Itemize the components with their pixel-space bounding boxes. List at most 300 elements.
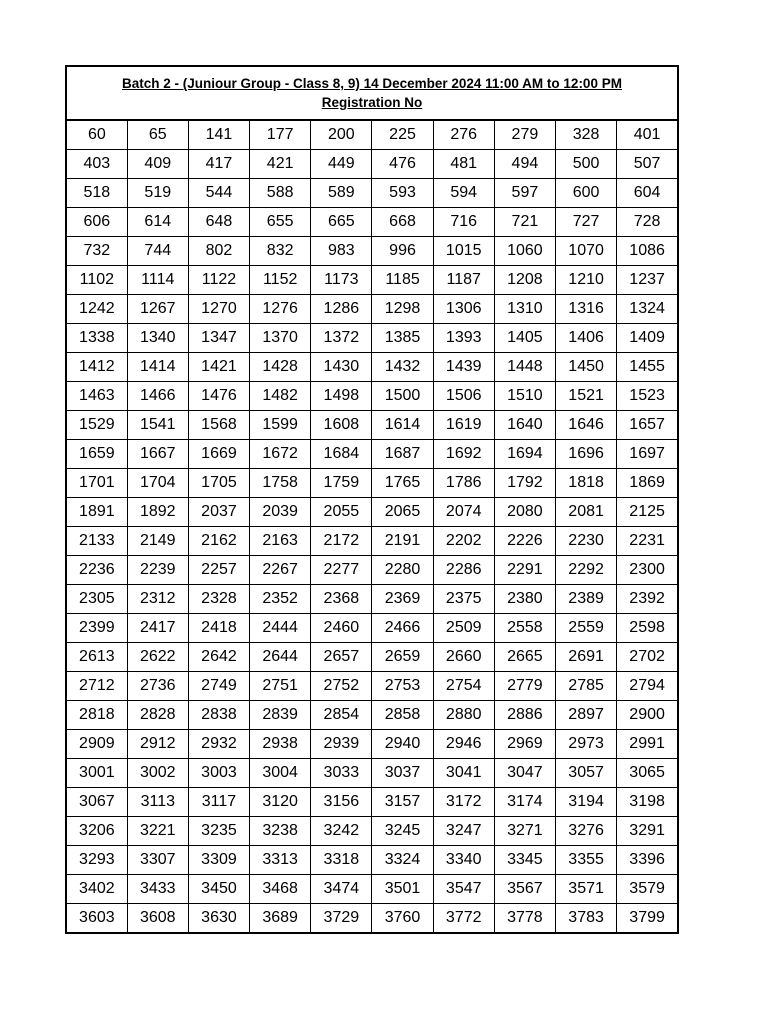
registration-number-cell: 3117	[188, 788, 249, 817]
table-row	[66, 120, 678, 150]
registration-number-cell: 3474	[311, 875, 372, 904]
registration-number-cell: 2657	[311, 643, 372, 672]
registration-number-cell: 494	[494, 150, 555, 179]
registration-number-cell: 1187	[433, 266, 494, 295]
registration-number-cell: 1340	[127, 324, 188, 353]
registration-heading: Registration No	[321, 95, 423, 110]
registration-number-cell: 728	[617, 208, 678, 237]
registration-number-cell: 3450	[188, 875, 249, 904]
registration-number-cell: 421	[250, 150, 311, 179]
registration-number-cell: 3608	[127, 904, 188, 934]
registration-number-cell: 721	[494, 208, 555, 237]
registration-number-cell: 1406	[556, 324, 617, 353]
registration-number-cell: 2291	[494, 556, 555, 585]
registration-number-cell: 3120	[250, 788, 311, 817]
registration-number-cell: 668	[372, 208, 433, 237]
registration-number-cell: 1701	[66, 469, 127, 498]
registration-number-cell: 2702	[617, 643, 678, 672]
registration-number-cell: 519	[127, 179, 188, 208]
registration-number-cell: 3001	[66, 759, 127, 788]
registration-number-cell: 2444	[250, 614, 311, 643]
registration-number-cell: 2912	[127, 730, 188, 759]
registration-number-cell: 3157	[372, 788, 433, 817]
registration-number-cell: 1270	[188, 295, 249, 324]
registration-number-cell: 1428	[250, 353, 311, 382]
registration-number-cell: 1657	[617, 411, 678, 440]
table-row	[66, 208, 678, 237]
registration-number-cell: 1432	[372, 353, 433, 382]
registration-number-cell: 1694	[494, 440, 555, 469]
registration-number-cell: 1667	[127, 440, 188, 469]
registration-number-cell: 3579	[617, 875, 678, 904]
registration-number-cell: 1324	[617, 295, 678, 324]
registration-number-cell: 2900	[617, 701, 678, 730]
registration-number-cell: 1448	[494, 353, 555, 382]
registration-number-cell: 1276	[250, 295, 311, 324]
table-row	[66, 469, 678, 498]
registration-number-cell: 2286	[433, 556, 494, 585]
registration-number-cell: 1608	[311, 411, 372, 440]
registration-number-cell: 2509	[433, 614, 494, 643]
registration-number-cell: 1476	[188, 382, 249, 411]
table-row	[66, 904, 678, 934]
registration-number-cell: 3271	[494, 817, 555, 846]
registration-number-cell: 2231	[617, 527, 678, 556]
registration-number-cell: 3156	[311, 788, 372, 817]
registration-number-cell: 3547	[433, 875, 494, 904]
registration-number-cell: 403	[66, 150, 127, 179]
registration-number-cell: 2794	[617, 672, 678, 701]
registration-number-cell: 2946	[433, 730, 494, 759]
registration-number-cell: 1385	[372, 324, 433, 353]
table-row	[66, 411, 678, 440]
registration-number-cell: 1152	[250, 266, 311, 295]
registration-number-cell: 1450	[556, 353, 617, 382]
registration-number-cell: 276	[433, 120, 494, 150]
registration-number-cell: 3002	[127, 759, 188, 788]
registration-number-cell: 1347	[188, 324, 249, 353]
registration-number-cell: 2659	[372, 643, 433, 672]
registration-number-cell: 2736	[127, 672, 188, 701]
registration-number-cell: 2280	[372, 556, 433, 585]
registration-number-cell: 3198	[617, 788, 678, 817]
registration-table	[65, 65, 679, 934]
registration-number-cell: 2257	[188, 556, 249, 585]
registration-number-cell: 2149	[127, 527, 188, 556]
registration-number-cell: 3783	[556, 904, 617, 934]
registration-number-cell: 3041	[433, 759, 494, 788]
registration-number-cell: 3571	[556, 875, 617, 904]
registration-number-cell: 614	[127, 208, 188, 237]
registration-number-cell: 1482	[250, 382, 311, 411]
table-row	[66, 382, 678, 411]
registration-number-cell: 3345	[494, 846, 555, 875]
registration-number-cell: 2380	[494, 585, 555, 614]
registration-number-cell: 1646	[556, 411, 617, 440]
registration-number-cell: 2818	[66, 701, 127, 730]
registration-number-cell: 1892	[127, 498, 188, 527]
registration-number-cell: 2558	[494, 614, 555, 643]
registration-number-cell: 665	[311, 208, 372, 237]
registration-number-cell: 2886	[494, 701, 555, 730]
registration-number-cell: 1614	[372, 411, 433, 440]
registration-number-cell: 2938	[250, 730, 311, 759]
registration-number-cell: 3194	[556, 788, 617, 817]
registration-number-cell: 2854	[311, 701, 372, 730]
registration-number-cell: 3433	[127, 875, 188, 904]
registration-number-cell: 2939	[311, 730, 372, 759]
registration-number-cell: 2163	[250, 527, 311, 556]
registration-number-cell: 1466	[127, 382, 188, 411]
registration-number-cell: 3221	[127, 817, 188, 846]
registration-number-cell: 1298	[372, 295, 433, 324]
registration-number-cell: 2417	[127, 614, 188, 643]
table-row	[66, 817, 678, 846]
table-row	[66, 266, 678, 295]
registration-number-cell: 2125	[617, 498, 678, 527]
registration-number-cell: 1421	[188, 353, 249, 382]
registration-number-cell: 2305	[66, 585, 127, 614]
registration-number-cell: 716	[433, 208, 494, 237]
registration-number-cell: 1659	[66, 440, 127, 469]
registration-number-cell: 1765	[372, 469, 433, 498]
registration-number-cell: 1102	[66, 266, 127, 295]
registration-number-cell: 2460	[311, 614, 372, 643]
registration-number-cell: 594	[433, 179, 494, 208]
batch-title: Batch 2 - (Juniour Group - Class 8, 9) 14 December 2024 11:00 AM to 12:00 PM	[122, 76, 622, 91]
registration-number-cell: 476	[372, 150, 433, 179]
registration-number-cell: 3172	[433, 788, 494, 817]
registration-number-cell: 1758	[250, 469, 311, 498]
registration-number-cell: 2598	[617, 614, 678, 643]
registration-number-cell: 3307	[127, 846, 188, 875]
registration-number-cell: 2712	[66, 672, 127, 701]
registration-number-cell: 1414	[127, 353, 188, 382]
registration-number-cell: 1687	[372, 440, 433, 469]
registration-number-cell: 1529	[66, 411, 127, 440]
registration-number-cell: 1286	[311, 295, 372, 324]
registration-number-cell: 3003	[188, 759, 249, 788]
registration-number-cell: 507	[617, 150, 678, 179]
registration-number-cell: 2991	[617, 730, 678, 759]
registration-number-cell: 3603	[66, 904, 127, 934]
registration-number-cell: 1237	[617, 266, 678, 295]
table-row	[66, 701, 678, 730]
registration-number-cell: 2039	[250, 498, 311, 527]
registration-number-cell: 2300	[617, 556, 678, 585]
registration-number-cell: 2369	[372, 585, 433, 614]
registration-number-cell: 1405	[494, 324, 555, 353]
registration-number-cell: 2858	[372, 701, 433, 730]
registration-number-cell: 481	[433, 150, 494, 179]
registration-number-cell: 1306	[433, 295, 494, 324]
registration-number-cell: 1684	[311, 440, 372, 469]
registration-number-cell: 2785	[556, 672, 617, 701]
table-row	[66, 788, 678, 817]
registration-number-cell: 3324	[372, 846, 433, 875]
registration-number-cell: 3396	[617, 846, 678, 875]
registration-number-cell: 832	[250, 237, 311, 266]
table-row	[66, 527, 678, 556]
registration-number-cell: 1869	[617, 469, 678, 498]
registration-number-cell: 2328	[188, 585, 249, 614]
registration-number-cell: 2065	[372, 498, 433, 527]
table-row	[66, 556, 678, 585]
registration-number-cell: 2399	[66, 614, 127, 643]
registration-number-cell: 1455	[617, 353, 678, 382]
registration-number-cell: 2932	[188, 730, 249, 759]
registration-number-cell: 3206	[66, 817, 127, 846]
registration-number-cell: 2239	[127, 556, 188, 585]
registration-number-cell: 1818	[556, 469, 617, 498]
registration-number-cell: 3309	[188, 846, 249, 875]
registration-number-cell: 2202	[433, 527, 494, 556]
registration-number-cell: 1510	[494, 382, 555, 411]
registration-number-cell: 2267	[250, 556, 311, 585]
registration-number-cell: 2613	[66, 643, 127, 672]
registration-number-cell: 1792	[494, 469, 555, 498]
table-row	[66, 643, 678, 672]
registration-number-cell: 589	[311, 179, 372, 208]
registration-number-cell: 2081	[556, 498, 617, 527]
registration-number-cell: 2665	[494, 643, 555, 672]
registration-number-cell: 3760	[372, 904, 433, 934]
registration-number-cell: 1114	[127, 266, 188, 295]
registration-number-cell: 1697	[617, 440, 678, 469]
registration-number-cell: 1669	[188, 440, 249, 469]
registration-number-cell: 3065	[617, 759, 678, 788]
registration-number-cell: 1242	[66, 295, 127, 324]
registration-number-cell: 606	[66, 208, 127, 237]
registration-number-cell: 2969	[494, 730, 555, 759]
registration-number-cell: 2074	[433, 498, 494, 527]
registration-number-cell: 1463	[66, 382, 127, 411]
registration-number-cell: 449	[311, 150, 372, 179]
registration-number-cell: 1370	[250, 324, 311, 353]
registration-number-cell: 1498	[311, 382, 372, 411]
registration-number-cell: 2466	[372, 614, 433, 643]
registration-number-cell: 3004	[250, 759, 311, 788]
table-row	[66, 498, 678, 527]
table-header	[66, 66, 678, 120]
registration-number-cell: 2375	[433, 585, 494, 614]
registration-number-cell: 2660	[433, 643, 494, 672]
registration-number-cell: 2749	[188, 672, 249, 701]
registration-number-cell: 2880	[433, 701, 494, 730]
registration-number-cell: 2839	[250, 701, 311, 730]
registration-number-cell: 600	[556, 179, 617, 208]
registration-number-cell: 1185	[372, 266, 433, 295]
table-row	[66, 759, 678, 788]
registration-number-cell: 2037	[188, 498, 249, 527]
registration-number-cell: 2973	[556, 730, 617, 759]
registration-number-cell: 3689	[250, 904, 311, 934]
registration-number-cell: 1541	[127, 411, 188, 440]
registration-number-cell: 401	[617, 120, 678, 150]
registration-number-cell: 1696	[556, 440, 617, 469]
registration-number-cell: 1523	[617, 382, 678, 411]
registration-number-cell: 3293	[66, 846, 127, 875]
registration-number-cell: 2779	[494, 672, 555, 701]
registration-number-cell: 1412	[66, 353, 127, 382]
registration-number-cell: 3355	[556, 846, 617, 875]
registration-number-cell: 2754	[433, 672, 494, 701]
registration-number-cell: 1267	[127, 295, 188, 324]
registration-number-cell: 2292	[556, 556, 617, 585]
registration-number-cell: 1430	[311, 353, 372, 382]
registration-number-cell: 648	[188, 208, 249, 237]
registration-number-cell: 1316	[556, 295, 617, 324]
registration-number-cell: 1439	[433, 353, 494, 382]
registration-number-cell: 2055	[311, 498, 372, 527]
registration-number-cell: 597	[494, 179, 555, 208]
registration-number-cell: 200	[311, 120, 372, 150]
registration-number-cell: 279	[494, 120, 555, 150]
registration-number-cell: 65	[127, 120, 188, 150]
registration-number-cell: 3113	[127, 788, 188, 817]
registration-number-cell: 2226	[494, 527, 555, 556]
table-row	[66, 324, 678, 353]
registration-number-cell: 1015	[433, 237, 494, 266]
registration-number-cell: 3033	[311, 759, 372, 788]
table-row	[66, 353, 678, 382]
registration-number-cell: 2752	[311, 672, 372, 701]
registration-number-cell: 1619	[433, 411, 494, 440]
registration-number-cell: 1393	[433, 324, 494, 353]
registration-number-cell: 2230	[556, 527, 617, 556]
registration-number-cell: 3729	[311, 904, 372, 934]
registration-number-cell: 1409	[617, 324, 678, 353]
registration-number-cell: 1705	[188, 469, 249, 498]
registration-number-cell: 2277	[311, 556, 372, 585]
registration-number-cell: 1070	[556, 237, 617, 266]
registration-number-cell: 2559	[556, 614, 617, 643]
registration-number-cell: 3402	[66, 875, 127, 904]
registration-number-cell: 727	[556, 208, 617, 237]
registration-number-cell: 3067	[66, 788, 127, 817]
registration-number-cell: 1173	[311, 266, 372, 295]
registration-number-cell: 996	[372, 237, 433, 266]
registration-number-cell: 2753	[372, 672, 433, 701]
registration-number-cell: 3247	[433, 817, 494, 846]
registration-number-cell: 500	[556, 150, 617, 179]
registration-number-cell: 2368	[311, 585, 372, 614]
registration-number-cell: 2392	[617, 585, 678, 614]
registration-number-cell: 2897	[556, 701, 617, 730]
table-header-row	[66, 66, 678, 120]
registration-number-cell: 1122	[188, 266, 249, 295]
registration-number-cell: 1759	[311, 469, 372, 498]
registration-number-cell: 1208	[494, 266, 555, 295]
registration-number-cell: 2644	[250, 643, 311, 672]
registration-number-cell: 3238	[250, 817, 311, 846]
registration-number-cell: 2622	[127, 643, 188, 672]
registration-number-cell: 1338	[66, 324, 127, 353]
registration-number-cell: 2418	[188, 614, 249, 643]
registration-number-cell: 2838	[188, 701, 249, 730]
registration-number-cell: 3313	[250, 846, 311, 875]
registration-number-cell: 1640	[494, 411, 555, 440]
registration-number-cell: 2312	[127, 585, 188, 614]
registration-number-cell: 1506	[433, 382, 494, 411]
registration-number-cell: 409	[127, 150, 188, 179]
table-row	[66, 150, 678, 179]
registration-number-cell: 744	[127, 237, 188, 266]
registration-number-cell: 732	[66, 237, 127, 266]
registration-number-cell: 2642	[188, 643, 249, 672]
registration-number-cell: 1704	[127, 469, 188, 498]
registration-number-cell: 983	[311, 237, 372, 266]
table-row	[66, 440, 678, 469]
table-row	[66, 614, 678, 643]
registration-number-cell: 3567	[494, 875, 555, 904]
table-row	[66, 672, 678, 701]
registration-number-cell: 2352	[250, 585, 311, 614]
registration-number-cell: 3468	[250, 875, 311, 904]
table-row	[66, 585, 678, 614]
registration-number-cell: 2133	[66, 527, 127, 556]
registration-number-cell: 1786	[433, 469, 494, 498]
table-row	[66, 179, 678, 208]
registration-number-cell: 3318	[311, 846, 372, 875]
registration-number-cell: 60	[66, 120, 127, 150]
table-row	[66, 295, 678, 324]
registration-number-cell: 1500	[372, 382, 433, 411]
table-row	[66, 730, 678, 759]
registration-number-cell: 3174	[494, 788, 555, 817]
registration-number-cell: 2940	[372, 730, 433, 759]
registration-number-cell: 2751	[250, 672, 311, 701]
registration-number-cell: 3630	[188, 904, 249, 934]
registration-number-cell: 2828	[127, 701, 188, 730]
registration-number-cell: 2080	[494, 498, 555, 527]
registration-number-cell: 417	[188, 150, 249, 179]
registration-number-cell: 2162	[188, 527, 249, 556]
registration-number-cell: 1568	[188, 411, 249, 440]
registration-number-cell: 3778	[494, 904, 555, 934]
registration-number-cell: 3772	[433, 904, 494, 934]
registration-number-cell: 3037	[372, 759, 433, 788]
registration-numbers	[66, 120, 678, 933]
table-row	[66, 237, 678, 266]
registration-number-cell: 1210	[556, 266, 617, 295]
registration-number-cell: 3047	[494, 759, 555, 788]
registration-number-cell: 3245	[372, 817, 433, 846]
registration-number-cell: 2191	[372, 527, 433, 556]
registration-number-cell: 3242	[311, 817, 372, 846]
registration-number-cell: 1060	[494, 237, 555, 266]
registration-number-cell: 593	[372, 179, 433, 208]
registration-number-cell: 544	[188, 179, 249, 208]
registration-number-cell: 1310	[494, 295, 555, 324]
registration-number-cell: 3291	[617, 817, 678, 846]
registration-number-cell: 2236	[66, 556, 127, 585]
registration-number-cell: 802	[188, 237, 249, 266]
table-row	[66, 875, 678, 904]
registration-number-cell: 1521	[556, 382, 617, 411]
registration-number-cell: 177	[250, 120, 311, 150]
registration-number-cell: 3799	[617, 904, 678, 934]
registration-number-cell: 604	[617, 179, 678, 208]
registration-number-cell: 3235	[188, 817, 249, 846]
registration-number-cell: 3340	[433, 846, 494, 875]
registration-number-cell: 2389	[556, 585, 617, 614]
registration-number-cell: 3057	[556, 759, 617, 788]
registration-number-cell: 328	[556, 120, 617, 150]
registration-number-cell: 2172	[311, 527, 372, 556]
registration-number-cell: 225	[372, 120, 433, 150]
registration-number-cell: 1672	[250, 440, 311, 469]
